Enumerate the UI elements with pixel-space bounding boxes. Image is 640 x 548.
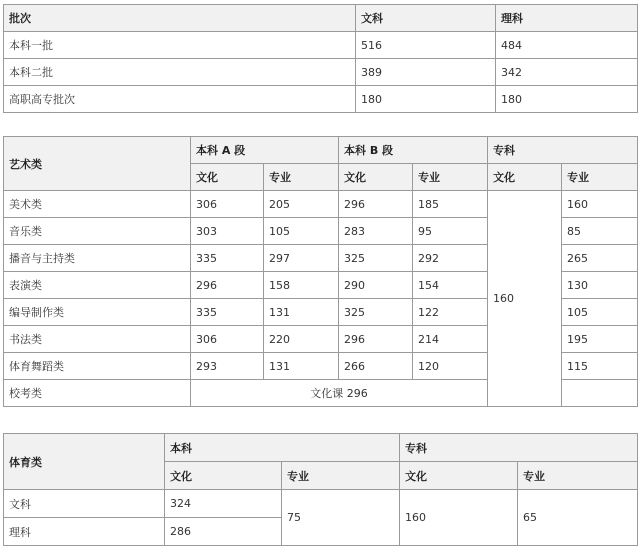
b-zhuanye-score: 95 bbox=[413, 218, 488, 245]
header-art-category: 艺术类 bbox=[4, 137, 191, 191]
header-group-a: 本科 bbox=[165, 434, 400, 462]
header-sports-category: 体育类 bbox=[4, 434, 165, 490]
header-group-a: 本科 A 段 bbox=[191, 137, 339, 164]
b-wenhua-score: 290 bbox=[339, 272, 413, 299]
art-category-name: 表演类 bbox=[4, 272, 191, 299]
table-header-row bbox=[4, 434, 638, 462]
b-wenhua-score: 296 bbox=[339, 191, 413, 218]
table-header-row bbox=[4, 137, 638, 164]
school-exam-label: 校考类 bbox=[4, 380, 191, 407]
like-score: 342 bbox=[496, 59, 638, 86]
art-category-name: 编导制作类 bbox=[4, 299, 191, 326]
a-wenhua-score: 306 bbox=[191, 191, 264, 218]
a-wenhua-score: 335 bbox=[191, 245, 264, 272]
sports-score-table bbox=[3, 433, 638, 546]
a-wenhua-score: 324 bbox=[165, 490, 282, 518]
table-row bbox=[4, 59, 638, 86]
subheader-zhuanye: 专业 bbox=[562, 164, 638, 191]
a-wenhua-score: 335 bbox=[191, 299, 264, 326]
art-score-table bbox=[3, 136, 638, 407]
batch-name: 本科二批 bbox=[4, 59, 356, 86]
subheader-wenhua: 文化 bbox=[400, 462, 518, 490]
art-category-name: 美术类 bbox=[4, 191, 191, 218]
a-wenhua-score: 286 bbox=[165, 518, 282, 546]
table-row bbox=[4, 32, 638, 59]
wenke-score: 389 bbox=[356, 59, 496, 86]
empty-cell bbox=[562, 380, 638, 407]
art-category-name: 播音与主持类 bbox=[4, 245, 191, 272]
c-zhuanye-score: 85 bbox=[562, 218, 638, 245]
school-exam-value: 文化课 296 bbox=[191, 380, 488, 407]
b-zhuanye-score: 292 bbox=[413, 245, 488, 272]
a-zhuanye-score: 105 bbox=[264, 218, 339, 245]
header-wenke: 文科 bbox=[356, 5, 496, 32]
table-header-row bbox=[4, 5, 638, 32]
b-wenhua-score: 325 bbox=[339, 299, 413, 326]
art-category-name: 音乐类 bbox=[4, 218, 191, 245]
like-score: 484 bbox=[496, 32, 638, 59]
subheader-wenhua: 文化 bbox=[339, 164, 413, 191]
header-group-b: 本科 B 段 bbox=[339, 137, 488, 164]
a-zhuanye-score: 131 bbox=[264, 353, 339, 380]
b-wenhua-score: 296 bbox=[339, 326, 413, 353]
subheader-wenhua: 文化 bbox=[488, 164, 562, 191]
subheader-zhuanye: 专业 bbox=[264, 164, 339, 191]
subheader-wenhua: 文化 bbox=[191, 164, 264, 191]
like-score: 180 bbox=[496, 86, 638, 113]
a-zhuanye-score: 205 bbox=[264, 191, 339, 218]
table-row bbox=[4, 191, 638, 218]
subheader-wenhua: 文化 bbox=[165, 462, 282, 490]
c-zhuanye-score: 130 bbox=[562, 272, 638, 299]
subheader-zhuanye: 专业 bbox=[413, 164, 488, 191]
header-like: 理科 bbox=[496, 5, 638, 32]
a-zhuanye-score: 297 bbox=[264, 245, 339, 272]
wenke-score: 180 bbox=[356, 86, 496, 113]
batch-name: 本科一批 bbox=[4, 32, 356, 59]
art-category-name: 体育舞蹈类 bbox=[4, 353, 191, 380]
a-wenhua-score: 303 bbox=[191, 218, 264, 245]
wenke-score: 516 bbox=[356, 32, 496, 59]
b-wenhua-merged-score: 160 bbox=[400, 490, 518, 546]
b-zhuanye-score: 120 bbox=[413, 353, 488, 380]
sports-row-name: 理科 bbox=[4, 518, 165, 546]
b-zhuanye-score: 185 bbox=[413, 191, 488, 218]
header-batch: 批次 bbox=[4, 5, 356, 32]
subheader-zhuanye: 专业 bbox=[518, 462, 638, 490]
b-wenhua-score: 266 bbox=[339, 353, 413, 380]
b-wenhua-score: 283 bbox=[339, 218, 413, 245]
table-row bbox=[4, 490, 638, 518]
table-row bbox=[4, 86, 638, 113]
a-zhuanye-score: 158 bbox=[264, 272, 339, 299]
b-zhuanye-score: 122 bbox=[413, 299, 488, 326]
a-zhuanye-score: 220 bbox=[264, 326, 339, 353]
a-zhuanye-score: 131 bbox=[264, 299, 339, 326]
c-wenhua-merged-score: 160 bbox=[488, 191, 562, 407]
b-zhuanye-merged-score: 65 bbox=[518, 490, 638, 546]
art-category-name: 书法类 bbox=[4, 326, 191, 353]
b-zhuanye-score: 214 bbox=[413, 326, 488, 353]
batch-name: 高职高专批次 bbox=[4, 86, 356, 113]
a-zhuanye-merged-score: 75 bbox=[282, 490, 400, 546]
header-group-b: 专科 bbox=[400, 434, 638, 462]
c-zhuanye-score: 115 bbox=[562, 353, 638, 380]
subheader-zhuanye: 专业 bbox=[282, 462, 400, 490]
c-zhuanye-score: 105 bbox=[562, 299, 638, 326]
c-zhuanye-score: 195 bbox=[562, 326, 638, 353]
b-zhuanye-score: 154 bbox=[413, 272, 488, 299]
a-wenhua-score: 296 bbox=[191, 272, 264, 299]
b-wenhua-score: 325 bbox=[339, 245, 413, 272]
batch-score-table bbox=[3, 4, 638, 113]
c-zhuanye-score: 160 bbox=[562, 191, 638, 218]
sports-row-name: 文科 bbox=[4, 490, 165, 518]
a-wenhua-score: 306 bbox=[191, 326, 264, 353]
a-wenhua-score: 293 bbox=[191, 353, 264, 380]
header-group-c: 专科 bbox=[488, 137, 638, 164]
c-zhuanye-score: 265 bbox=[562, 245, 638, 272]
